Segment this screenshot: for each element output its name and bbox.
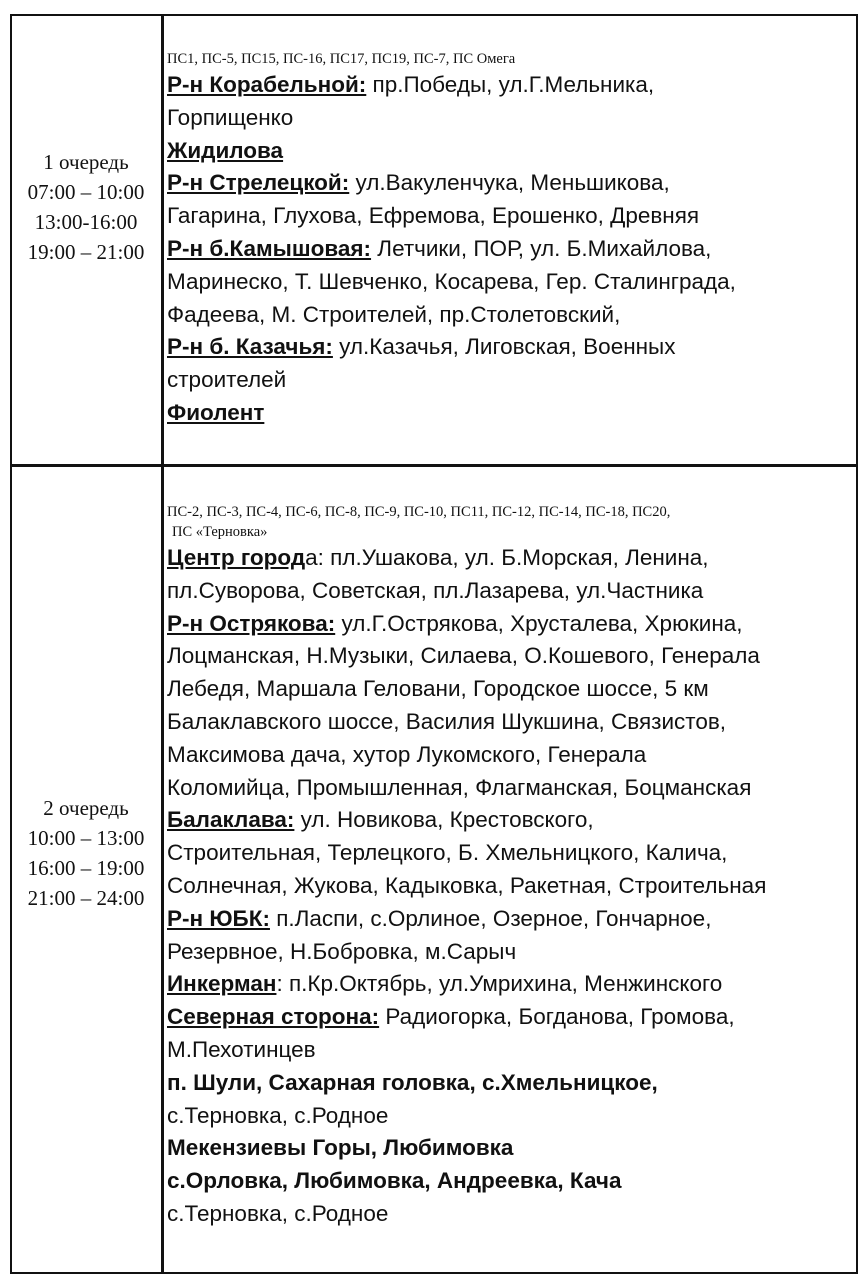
queue-1-time-2: 13:00-16:00 [34, 210, 138, 234]
area-line: Жидилова [167, 137, 284, 163]
row-divider [10, 464, 858, 467]
area-line: Строительная, Терлецкого, Б. Хмельницкого, Калича, [167, 840, 728, 866]
table-column-divider [161, 14, 164, 1274]
area-line: Коломийца, Промышленная, Флагманская, Боцманская [167, 774, 752, 800]
area-line: Резервное, Н.Бобровка, м.Сарыч [167, 938, 517, 964]
queue-2-schedule [12, 793, 160, 913]
area-line: Лебедя, Маршала Геловани, Городское шоссе, 5 км [167, 676, 709, 702]
queue-2-time-2: 16:00 – 19:00 [27, 856, 145, 880]
area-line: Центр города: пл.Ушакова, ул. Б.Морская, Ленина, [167, 545, 709, 570]
area-line: Солнечная, Жукова, Кадыковка, Ракетная, Строительная [167, 872, 767, 898]
area-line: Фиолент [167, 399, 265, 425]
area-line: Инкерман: п.Кр.Октябрь, ул.Умрихина, Менжинского [167, 971, 723, 997]
table-top-border [10, 14, 858, 16]
queue-2-time-1: 10:00 – 13:00 [27, 826, 145, 850]
area-line: Р-н Корабельной: пр.Победы, ул.Г.Мельника, [167, 72, 655, 97]
area-line: Гагарина, Глухова, Ефремова, Ерошенко, Древняя [167, 203, 700, 229]
area-line: Маринеско, Т. Шевченко, Косарева, Гер. Сталинграда, [167, 268, 736, 294]
queue-1-time-3: 19:00 – 21:00 [27, 240, 145, 264]
area-line: п. Шули, Сахарная головка, с.Хмельницкое, [167, 1069, 658, 1095]
area-line: Р-н б. Казачья: ул.Казачья, Лиговская, Военных [167, 334, 676, 360]
table-bottom-border [10, 1272, 858, 1274]
area-line: Р-н Стрелецкой: ул.Вакуленчука, Меньшикова, [167, 170, 670, 196]
area-line: Р-н Острякова: ул.Г.Острякова, Хрусталева, Хрюкина, [167, 610, 743, 636]
area-line: М.Пехотинцев [167, 1036, 316, 1062]
area-line: с.Терновка, с.Родное [167, 1200, 389, 1226]
queue-2-substations: ПС-2, ПС-3, ПС-4, ПС-6, ПС-8, ПС-9, ПС-10, ПС11, ПС-12, ПС-14, ПС-18, ПС20, ПС «Терновка» [167, 504, 671, 540]
area-line: Р-н ЮБК: п.Ласпи, с.Орлиное, Озерное, Гончарное, [167, 905, 712, 931]
queue-1-areas [167, 49, 857, 430]
area-line: Мекензиевы Горы, Любимовка [167, 1135, 514, 1161]
area-line: Максимова дача, хутор Лукомского, Генерала [167, 741, 647, 767]
queue-2-time-3: 21:00 – 24:00 [27, 886, 145, 910]
area-line: Лоцманская, Н.Музыки, Силаева, О.Кошевого, Генерала [167, 643, 760, 669]
area-line: Р-н б.Камышовая: Летчики, ПОР, ул. Б.Михайлова, [167, 235, 712, 261]
area-line: Фадеева, М. Строителей, пр.Столетовский, [167, 301, 621, 327]
area-line: строителей [167, 367, 287, 393]
queue-1-schedule [12, 147, 160, 267]
area-line: пл.Суворова, Советская, пл.Лазарева, ул.Частника [167, 577, 704, 603]
area-line: Балаклавского шоссе, Василия Шукшина, Связистов, [167, 708, 727, 734]
queue-2-title: 2 очередь [43, 796, 129, 820]
area-line: Северная сторона: Радиогорка, Богданова, Громова, [167, 1004, 735, 1030]
area-line: с.Терновка, с.Родное [167, 1102, 389, 1128]
area-line: Балаклава: ул. Новикова, Крестовского, [167, 807, 594, 833]
queue-1-title: 1 очередь [43, 150, 129, 174]
queue-2-areas [167, 502, 857, 1231]
queue-1-substations: ПС1, ПС-5, ПС15, ПС-16, ПС17, ПС19, ПС-7, ПС Омега [167, 51, 516, 67]
area-line: Горпищенко [167, 104, 294, 130]
area-line: с.Орловка, Любимовка, Андреевка, Кача [167, 1168, 622, 1194]
queue-1-time-1: 07:00 – 10:00 [27, 180, 145, 204]
